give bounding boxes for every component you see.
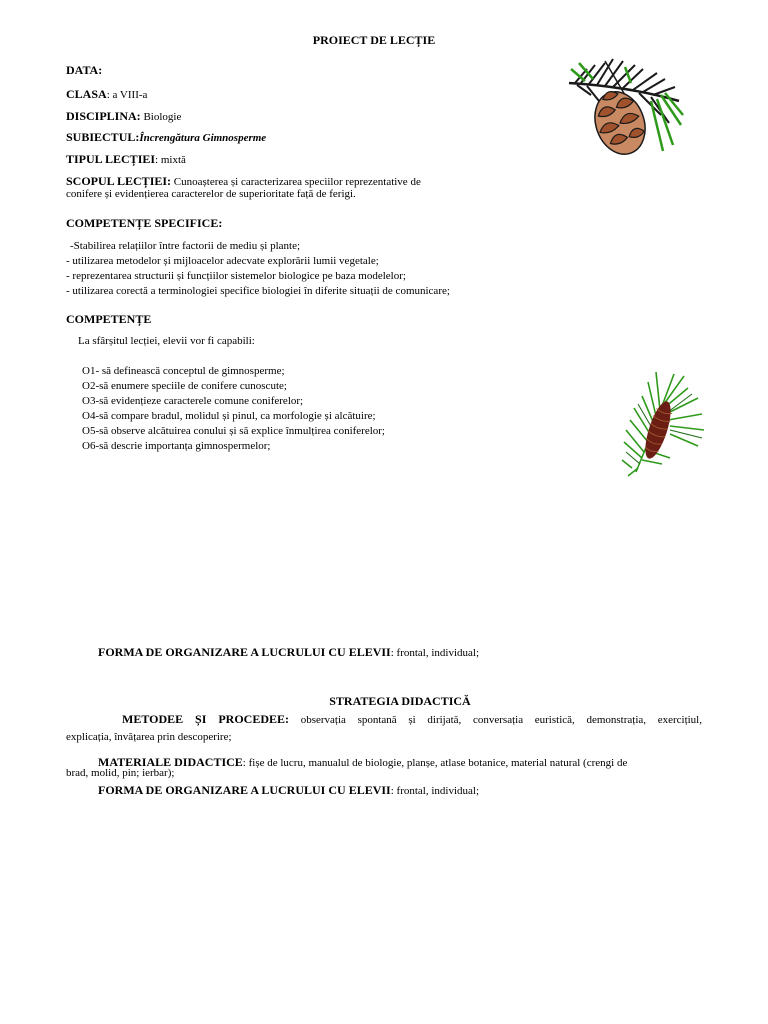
scopul-value-line2: conifere și evidențierea caracterelor de superioritate față de ferigi. (66, 188, 356, 200)
competenta-specifica-item: - utilizarea metodelor și mijloacelor adecvate explorării lumii vegetale; (66, 255, 379, 267)
data-label: DATA: (66, 63, 103, 77)
clasa-label: CLASA (66, 87, 107, 101)
clasa-row (66, 85, 147, 103)
forma2-label: FORMA DE ORGANIZARE A LUCRULUI CU ELEVII (98, 783, 391, 797)
subiect-label: SUBIECTUL: (66, 130, 140, 144)
tipul-label: TIPUL LECȚIEI (66, 152, 156, 166)
forma-value: : frontal, individual; (390, 647, 480, 659)
metode-row (122, 710, 702, 728)
forma2-value: : frontal, individual; (390, 785, 480, 797)
disciplina-row (66, 107, 181, 125)
metode-label: METODEE ȘI PROCEDEE: (122, 712, 290, 726)
strategia-heading: STRATEGIA DIDACTICĂ (329, 694, 471, 708)
metode-value-line1: observația spontană și dirijată, conversația euristică, demonstrația, exercițiul, (289, 714, 702, 726)
materiale-row (98, 753, 627, 771)
page-title: PROIECT DE LECȚIE (312, 33, 436, 47)
forma2-row (98, 781, 479, 799)
materiale-value-line1: : fișe de lucru, manualul de biologie, planșe, atlase botanice, material natural (crengi de (242, 757, 628, 769)
disciplina-label: DISCIPLINA: (66, 109, 141, 123)
subiect-row (66, 128, 266, 146)
clasa-value: : a VIII-a (106, 89, 148, 101)
obiectiv-item: O6-să descrie importanța gimnospermelor; (82, 440, 271, 452)
competenta-specifica-item: -Stabilirea relațiilor între factorii de mediu și plante; (70, 240, 301, 252)
competente-intro: La sfârșitul lecției, elevii vor fi capabili: (78, 335, 255, 347)
disciplina-value: Biologie (140, 111, 182, 123)
forma-label: FORMA DE ORGANIZARE A LUCRULUI CU ELEVII (98, 645, 391, 659)
forma-row (98, 643, 479, 661)
fir-branch-cone-icon (622, 368, 706, 478)
competenta-specifica-item: - reprezentarea structurii și funcțiilor sistemelor biologice pe baza modelelor; (66, 270, 406, 282)
pine-cone-branch-icon (565, 55, 687, 165)
competente-specifice-heading: COMPETENȚE SPECIFICE: (66, 216, 223, 230)
obiectiv-item: O3-să evidențieze caracterele comune coniferelor; (82, 395, 304, 407)
scopul-value-line1: Cunoașterea și caracterizarea speciilor reprezentative de (171, 176, 421, 188)
obiectiv-item: O4-să compare bradul, molidul și pinul, ca morfologie și alcătuire; (82, 410, 376, 422)
obiectiv-item: O1- să definească conceptul de gimnosperme; (82, 365, 285, 377)
tipul-value: : mixtă (155, 154, 186, 166)
materiale-value-line2: brad, molid, pin; ierbar); (66, 767, 175, 779)
tipul-row (66, 150, 186, 168)
competenta-specifica-item: - utilizarea corectă a terminologiei specifice biologiei în diferite situații de comunicare; (66, 285, 450, 297)
subiect-value: Încrengătura Gimnosperme (139, 132, 267, 144)
obiectiv-item: O2-să enumere speciile de conifere cunoscute; (82, 380, 287, 392)
competente-heading: COMPETENȚE (66, 312, 152, 326)
materiale-label: MATERIALE DIDACTICE (98, 755, 243, 769)
scopul-label: SCOPUL LECȚIEI: (66, 174, 172, 188)
metode-value-line2: explicația, învățarea prin descoperire; (66, 731, 232, 743)
obiectiv-item: O5-să observe alcătuirea conului și să explice înmulțirea coniferelor; (82, 425, 385, 437)
